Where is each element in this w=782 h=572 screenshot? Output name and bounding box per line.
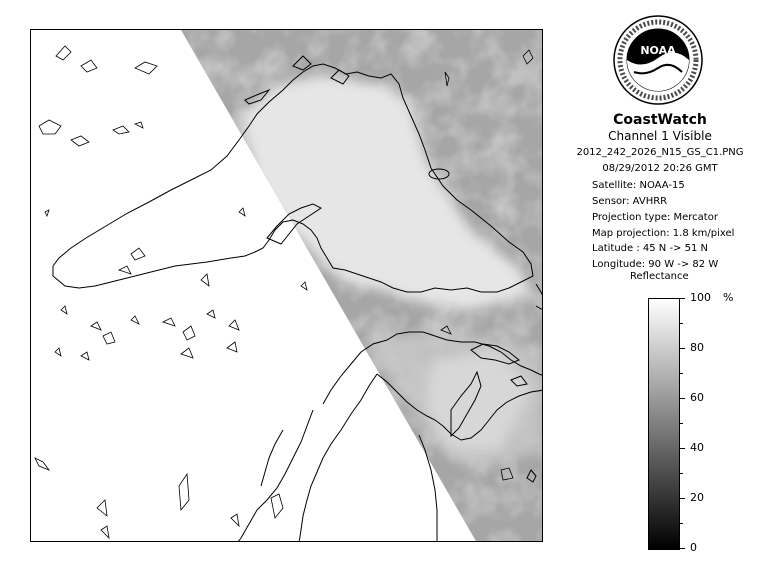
- filename-label: 2012_242_2026_N15_GS_C1.PNG: [576, 147, 744, 158]
- colorbar-tick: [680, 448, 685, 449]
- colorbar-title: Reflectance: [630, 271, 689, 282]
- satellite-map: [30, 29, 543, 542]
- colorbar-tick-label: 80: [690, 341, 704, 354]
- colorbar-tick: [680, 498, 685, 499]
- colorbar-minor-tick: [680, 423, 683, 424]
- colorbar-tick: [680, 398, 685, 399]
- colorbar-minor-tick: [680, 523, 683, 524]
- map-projection-label: Map projection: 1.8 km/pixel: [592, 228, 735, 239]
- latitude-label: Latitude : 45 N -> 51 N: [592, 243, 708, 254]
- colorbar-tick: [680, 548, 685, 549]
- colorbar-minor-tick: [680, 473, 683, 474]
- map-svg: [31, 30, 543, 542]
- colorbar-tick-label: 100: [690, 291, 711, 304]
- reflectance-colorbar: [648, 298, 680, 550]
- datetime-label: 08/29/2012 20:26 GMT: [602, 163, 718, 174]
- satellite-label: Satellite: NOAA-15: [592, 180, 685, 191]
- colorbar-tick-label: 40: [690, 441, 704, 454]
- colorbar-unit: %: [723, 291, 734, 304]
- channel-subtitle: Channel 1 Visible: [608, 129, 712, 143]
- colorbar-tick-label: 60: [690, 391, 704, 404]
- satellite-swath: [31, 30, 543, 542]
- logo-text: NOAA: [640, 44, 676, 57]
- colorbar-tick: [680, 298, 685, 299]
- noaa-logo: [612, 14, 704, 106]
- colorbar-tick-label: 20: [690, 491, 704, 504]
- colorbar-minor-tick: [680, 373, 683, 374]
- colorbar-minor-tick: [680, 323, 683, 324]
- app-title: CoastWatch: [613, 112, 707, 128]
- sensor-label: Sensor: AVHRR: [592, 196, 668, 207]
- colorbar-tick: [680, 348, 685, 349]
- colorbar-tick-label: 0: [690, 541, 697, 554]
- longitude-label: Longitude: 90 W -> 82 W: [592, 259, 719, 270]
- projection-type-label: Projection type: Mercator: [592, 212, 718, 223]
